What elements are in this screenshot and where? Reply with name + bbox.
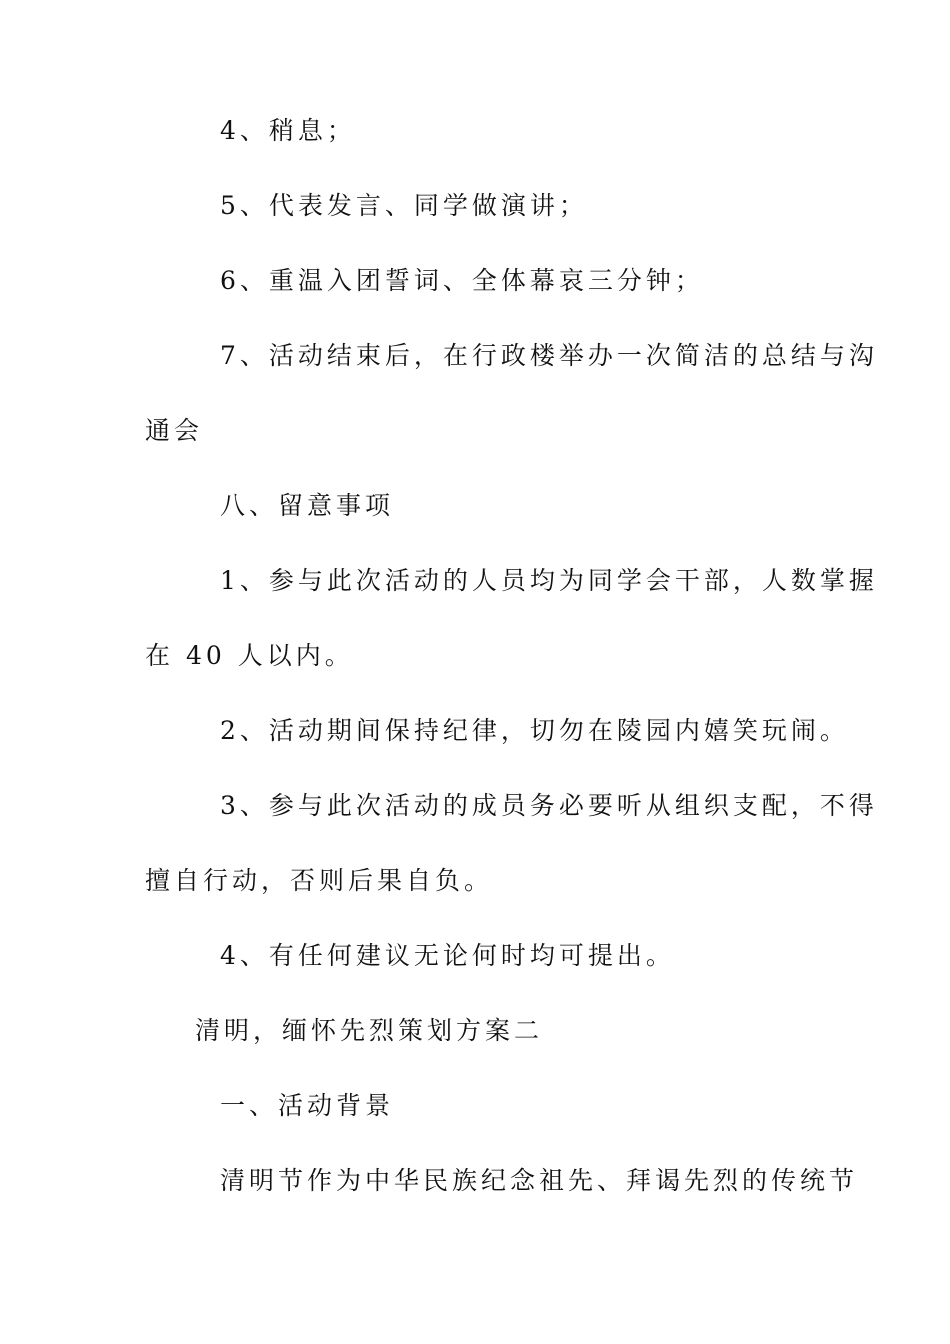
section-8-heading: 八、留意事项 [220, 491, 395, 520]
notice-1-line: 1、参与此次活动的人员均为同学会干部，人数掌握 [220, 566, 878, 595]
step-7-line: 7、活动结束后，在行政楼举办一次简洁的总结与沟 [220, 341, 878, 370]
section-1-heading: 一、活动背景 [220, 1091, 395, 1120]
notice-3-line: 3、参与此次活动的成员务必要听从组织支配，不得 [220, 791, 878, 820]
step-5-line: 5、代表发言、同学做演讲； [220, 191, 588, 220]
plan-two-title: 清明，缅怀先烈策划方案二 [195, 1016, 544, 1045]
notice-3-line-continued: 擅自行动，否则后果自负。 [145, 866, 494, 895]
step-6-line: 6、重温入团誓词、全体幕哀三分钟； [220, 266, 704, 295]
background-paragraph-line: 清明节作为中华民族纪念祖先、拜谒先烈的传统节 [220, 1166, 859, 1195]
notice-2-line: 2、活动期间保持纪律，切勿在陵园内嬉笑玩闹。 [220, 716, 849, 745]
notice-4-line: 4、有任何建议无论何时均可提出。 [220, 941, 675, 970]
step-7-line-continued: 通会 [145, 416, 204, 445]
notice-1-line-continued: 在 40 人以内。 [145, 641, 354, 670]
step-4-line: 4、稍息； [220, 116, 356, 145]
